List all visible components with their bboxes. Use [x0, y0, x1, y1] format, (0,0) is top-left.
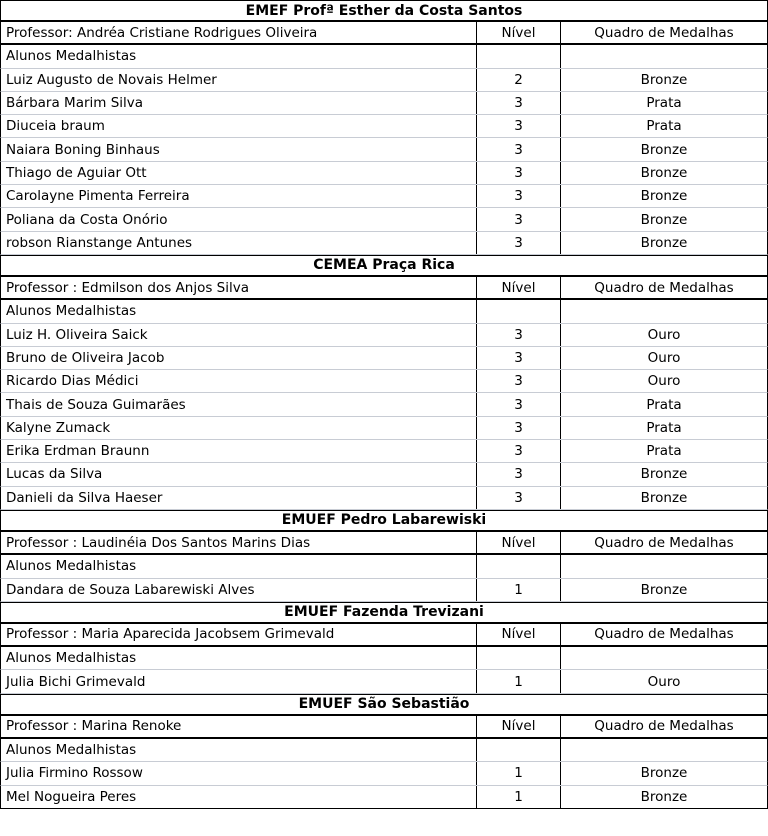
professor-cell[interactable]: Professor : Edmilson dos Anjos Silva	[1, 277, 477, 298]
section-label[interactable]: Alunos Medalhistas	[1, 555, 477, 577]
school-block	[0, 255, 768, 510]
empty-cell[interactable]	[561, 739, 767, 761]
student-row	[0, 69, 768, 92]
student-medal[interactable]: Bronze	[640, 489, 688, 506]
school-title: CEMEA Praça Rica	[0, 255, 768, 277]
medal-header[interactable]: Quadro de Medalhas	[594, 718, 734, 735]
nivel-header[interactable]: Nível	[477, 532, 561, 553]
student-name[interactable]: Luiz Augusto de Novais Helmer	[1, 69, 477, 91]
student-name[interactable]: robson Rianstange Antunes	[1, 232, 477, 254]
student-name[interactable]: Naiara Boning Binhaus	[1, 138, 477, 160]
student-nivel[interactable]: 3	[477, 232, 561, 254]
empty-cell[interactable]	[561, 647, 767, 669]
student-name[interactable]: Carolayne Pimenta Ferreira	[1, 185, 477, 207]
medal-header[interactable]: Quadro de Medalhas	[594, 626, 734, 643]
student-nivel[interactable]: 3	[477, 185, 561, 207]
student-medal[interactable]: Prata	[646, 443, 682, 460]
student-nivel[interactable]: 1	[477, 579, 561, 601]
student-row	[0, 786, 768, 809]
student-medal[interactable]: Bronze	[640, 164, 688, 181]
student-medal[interactable]: Bronze	[640, 188, 688, 205]
nivel-header[interactable]: Nível	[477, 716, 561, 737]
section-label[interactable]: Alunos Medalhistas	[1, 647, 477, 669]
student-nivel[interactable]: 3	[477, 115, 561, 137]
empty-cell[interactable]	[561, 45, 767, 67]
student-medal[interactable]: Bronze	[640, 788, 688, 805]
student-name[interactable]: Lucas da Silva	[1, 463, 477, 485]
student-nivel[interactable]: 1	[477, 670, 561, 692]
student-name[interactable]: Dandara de Souza Labarewiski Alves	[1, 579, 477, 601]
header-row	[0, 277, 768, 300]
student-name[interactable]: Julia Firmino Rossow	[1, 762, 477, 784]
student-name[interactable]: Kalyne Zumack	[1, 417, 477, 439]
section-row	[0, 739, 768, 762]
section-label[interactable]: Alunos Medalhistas	[1, 300, 477, 322]
student-nivel[interactable]: 3	[477, 347, 561, 369]
student-nivel[interactable]: 3	[477, 324, 561, 346]
student-name[interactable]: Thais de Souza Guimarães	[1, 393, 477, 415]
student-medal[interactable]: Ouro	[647, 350, 681, 366]
school-title: EMEF Profª Esther da Costa Santos	[0, 0, 768, 22]
student-nivel[interactable]: 3	[477, 417, 561, 439]
student-nivel[interactable]: 1	[477, 762, 561, 784]
empty-cell[interactable]	[477, 45, 561, 67]
student-medal[interactable]: Bronze	[640, 141, 688, 158]
nivel-header[interactable]: Nível	[477, 624, 561, 645]
student-row	[0, 92, 768, 115]
student-name[interactable]: Mel Nogueira Peres	[1, 786, 477, 808]
student-row	[0, 670, 768, 693]
student-row	[0, 232, 768, 255]
student-medal[interactable]: Bronze	[640, 466, 688, 483]
student-medal[interactable]: Prata	[646, 95, 682, 112]
nivel-header[interactable]: Nível	[477, 277, 561, 298]
student-row	[0, 393, 768, 416]
header-row	[0, 716, 768, 739]
school-block	[0, 602, 768, 694]
student-row	[0, 115, 768, 138]
student-name[interactable]: Ricardo Dias Médici	[1, 370, 477, 392]
school-block	[0, 510, 768, 602]
empty-cell[interactable]	[477, 647, 561, 669]
professor-cell[interactable]: Professor : Laudinéia Dos Santos Marins Dias	[1, 532, 477, 553]
student-medal[interactable]: Bronze	[640, 765, 688, 782]
student-medal[interactable]: Bronze	[640, 581, 688, 598]
student-nivel[interactable]: 3	[477, 440, 561, 462]
student-row	[0, 138, 768, 161]
student-nivel[interactable]: 3	[477, 138, 561, 160]
school-block	[0, 0, 768, 255]
student-nivel[interactable]: 1	[477, 786, 561, 808]
student-name[interactable]: Danieli da Silva Haeser	[1, 487, 477, 509]
student-name[interactable]: Bárbara Marim Silva	[1, 92, 477, 114]
school-title: EMUEF Pedro Labarewiski	[0, 510, 768, 532]
student-name[interactable]: Erika Erdman Braunn	[1, 440, 477, 462]
student-row	[0, 162, 768, 185]
empty-cell[interactable]	[477, 300, 561, 322]
student-name[interactable]: Julia Bichi Grimevald	[1, 670, 477, 692]
section-row	[0, 45, 768, 68]
student-medal[interactable]: Prata	[646, 396, 682, 413]
student-nivel[interactable]: 3	[477, 393, 561, 415]
student-row	[0, 762, 768, 785]
student-medal[interactable]: Prata	[646, 118, 682, 135]
medal-header[interactable]: Quadro de Medalhas	[594, 534, 734, 551]
medal-header[interactable]: Quadro de Medalhas	[594, 24, 734, 41]
student-nivel[interactable]: 3	[477, 370, 561, 392]
medal-header[interactable]: Quadro de Medalhas	[594, 279, 734, 296]
section-row	[0, 300, 768, 323]
student-row	[0, 208, 768, 231]
header-row	[0, 624, 768, 647]
empty-cell[interactable]	[477, 739, 561, 761]
student-nivel[interactable]: 2	[477, 69, 561, 91]
student-name[interactable]: Luiz H. Oliveira Saick	[1, 324, 477, 346]
section-row	[0, 647, 768, 670]
empty-cell[interactable]	[561, 300, 767, 322]
school-title: EMUEF Fazenda Trevizani	[0, 602, 768, 624]
student-medal[interactable]: Bronze	[640, 211, 688, 228]
student-medal[interactable]: Bronze	[640, 234, 688, 251]
empty-cell[interactable]	[561, 555, 767, 577]
student-medal[interactable]: Ouro	[647, 373, 681, 390]
professor-cell[interactable]: Professor: Andréa Cristiane Rodrigues Oliveira	[1, 22, 477, 43]
student-row	[0, 185, 768, 208]
nivel-header[interactable]: Nível	[477, 22, 561, 43]
student-nivel[interactable]: 3	[477, 487, 561, 509]
professor-cell[interactable]: Professor : Marina Renoke	[1, 716, 477, 737]
professor-cell[interactable]: Professor : Maria Aparecida Jacobsem Grimevald	[1, 624, 477, 645]
student-nivel[interactable]: 3	[477, 162, 561, 184]
student-medal[interactable]: Ouro	[647, 326, 681, 343]
student-medal[interactable]: Ouro	[647, 673, 681, 690]
student-medal[interactable]: Bronze	[640, 71, 688, 88]
school-block	[0, 694, 768, 809]
student-row	[0, 324, 768, 347]
student-medal[interactable]: Prata	[646, 419, 682, 436]
student-name[interactable]: Diuceia braum	[1, 115, 477, 137]
header-row	[0, 532, 768, 555]
school-title: EMUEF São Sebastião	[0, 694, 768, 716]
student-nivel[interactable]: 3	[477, 208, 561, 230]
student-row	[0, 347, 768, 370]
student-nivel[interactable]: 3	[477, 463, 561, 485]
student-row	[0, 440, 768, 463]
header-row	[0, 22, 768, 45]
student-row	[0, 417, 768, 440]
section-label[interactable]: Alunos Medalhistas	[1, 45, 477, 67]
section-row	[0, 555, 768, 578]
student-name[interactable]: Poliana da Costa Onório	[1, 208, 477, 230]
student-nivel[interactable]: 3	[477, 92, 561, 114]
student-name[interactable]: Bruno de Oliveira Jacob	[1, 347, 477, 369]
student-row	[0, 370, 768, 393]
empty-cell[interactable]	[477, 555, 561, 577]
section-label[interactable]: Alunos Medalhistas	[1, 739, 477, 761]
student-row	[0, 579, 768, 602]
student-row	[0, 463, 768, 486]
student-name[interactable]: Thiago de Aguiar Ott	[1, 162, 477, 184]
student-row	[0, 487, 768, 510]
